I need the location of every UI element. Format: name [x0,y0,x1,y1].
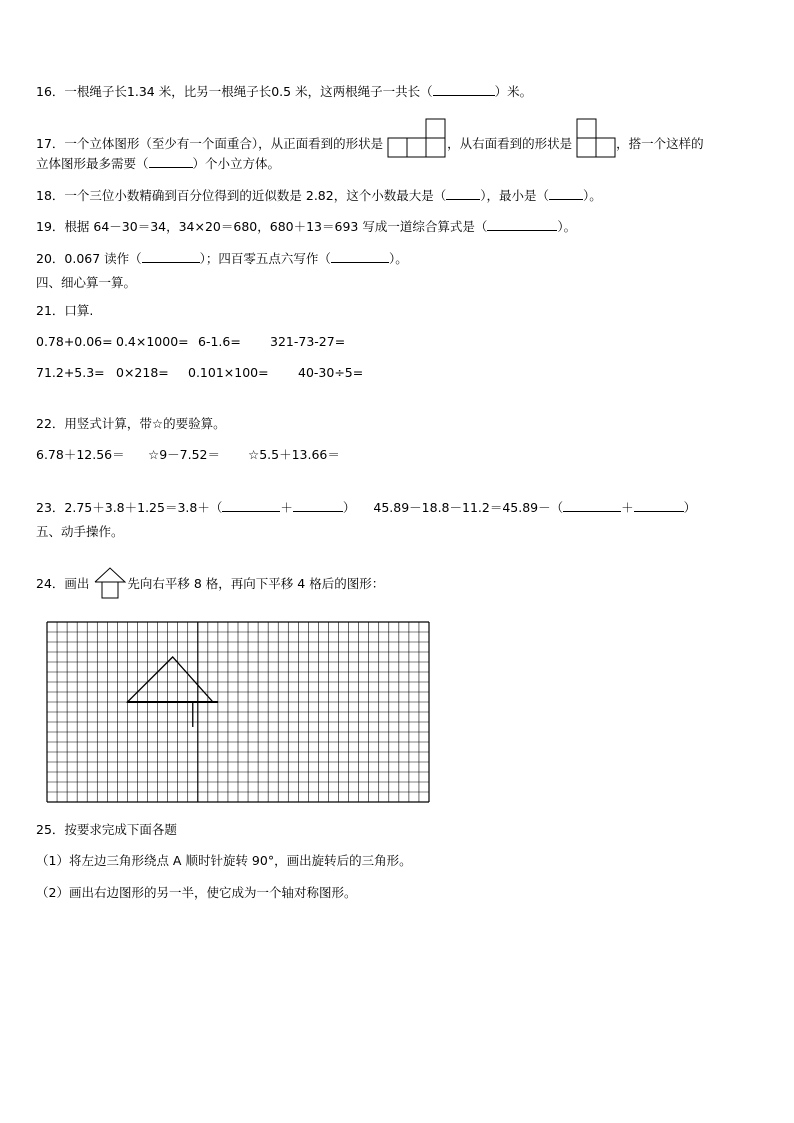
question-25-title: 25．按要求完成下面各题 [36,822,177,837]
q17-text-end: ，搭一个这样的 [616,136,704,151]
q18-text-mid: ），最小是（ [480,188,549,203]
q16-text-end: ）米。 [494,84,533,99]
answer-blank[interactable] [487,217,557,231]
q19-text: 19．根据 64－30＝34，34×20＝680，680＋13＝693 写成一道综合算式是（ [36,219,488,234]
right-view-figure [576,118,616,158]
answer-blank-read[interactable] [142,249,200,263]
answer-blank[interactable] [433,82,495,96]
answer-blank[interactable] [634,498,684,512]
question-20 [36,249,408,268]
q23-text-2: 45.89－18.8－11.2＝45.89－（ [373,500,564,515]
plus-sign: ＋ [621,500,634,515]
answer-blank-min[interactable] [549,186,583,200]
answer-blank-max[interactable] [446,186,480,200]
front-view-figure [387,118,447,158]
vertical-calc-item: ☆5.5＋13.66＝ [248,447,340,462]
answer-blank[interactable] [149,154,193,168]
q17-text-mid: ，从右面看到的形状是 [447,136,573,151]
q19-text-end: ）。 [557,219,577,234]
calc-item: 0×218= [116,365,169,380]
close-paren: ） [342,500,356,515]
plus-sign: ＋ [280,500,293,515]
question-23 [36,498,696,517]
drawing-grid[interactable] [46,621,430,807]
answer-blank[interactable] [293,498,343,512]
q24-text: 24．画出 [36,576,90,591]
vertical-calc-item: ☆9－7.52＝ [148,447,220,462]
q24-text-end: 先向右平移 8 格，再向下平移 4 格后的图形： [127,576,385,591]
question-24 [36,566,384,600]
q20-text-end: ）。 [388,251,408,266]
q17-text: 17．一个立体图形（至少有一个面重合），从正面看到的形状是 [36,136,384,151]
q17-text-3: ）个小立方体。 [192,156,281,171]
calc-item: 71.2+5.3= [36,365,105,380]
vertical-calc-item: 6.78＋12.56＝ [36,447,125,462]
q21-row-2 [36,364,363,382]
calc-item: 0.4×1000= [116,334,189,349]
q20-text-mid: ）；四百零五点六写作（ [199,251,331,266]
q18-text-end: ）。 [582,188,602,203]
question-19 [36,217,576,236]
q20-text: 20．0.067 读作（ [36,251,142,266]
calc-item: 0.78+0.06= [36,334,113,349]
question-16 [36,82,532,101]
q23-text-1: 23．2.75＋3.8＋1.25＝3.8＋（ [36,500,223,515]
answer-blank-write[interactable] [331,249,389,263]
question-25-part1: （1）将左边三角形绕点 A 顺时针旋转 90°，画出旋转后的三角形。 [36,853,412,868]
answer-blank[interactable] [222,498,280,512]
calc-item: 6-1.6= [198,334,241,349]
calc-item: 321-73-27= [270,334,346,349]
q22-items [36,446,340,464]
question-17-line2 [36,154,280,173]
question-22-title: 22．用竖式计算，带☆的要验算。 [36,416,226,431]
triangle-figure [127,657,212,702]
q17-text-2: 立体图形最多需要（ [36,156,149,171]
question-25-part2: （2）画出右边图形的另一半，使它成为一个轴对称图形。 [36,885,357,900]
q16-text: 16．一根绳子长1.34 米，比另一根绳子长0.5 米，这两根绳子一共长（ [36,84,433,99]
q21-row-1 [36,333,345,351]
question-17 [36,118,704,158]
question-18 [36,186,602,205]
section-heading-4: 四、细心算一算。 [36,275,137,290]
answer-blank[interactable] [563,498,621,512]
calc-item: 0.101×100= [188,365,269,380]
section-heading-5: 五、动手操作。 [36,524,124,539]
question-21-title: 21．口算. [36,303,94,318]
grid-canvas[interactable] [46,621,430,803]
calc-item: 40-30÷5= [298,365,364,380]
q18-text: 18．一个三位小数精确到百分位得到的近似数是 2.82，这个小数最大是（ [36,188,447,203]
close-paren: ） [683,500,697,515]
house-shape-icon [93,566,127,600]
